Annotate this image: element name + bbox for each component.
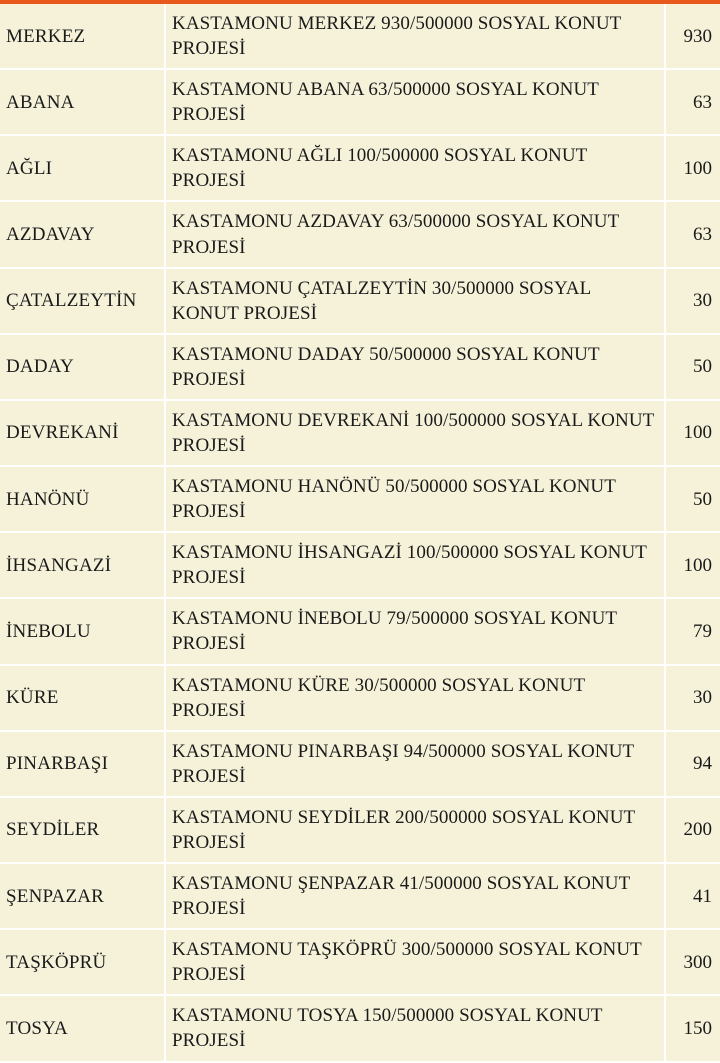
table-row xyxy=(0,797,720,863)
unit-count-cell: 100 xyxy=(665,400,720,466)
housing-project-table xyxy=(0,4,720,1063)
project-name-cell: KASTAMONU MERKEZ 930/500000 SOSYAL KONUT PROJESİ xyxy=(165,4,665,69)
table-row xyxy=(0,598,720,664)
table-row xyxy=(0,995,720,1061)
unit-count-cell: 200 xyxy=(665,797,720,863)
unit-count-cell: 41 xyxy=(665,863,720,929)
table-row xyxy=(0,731,720,797)
project-name-cell: KASTAMONU ABANA 63/500000 SOSYAL KONUT PROJESİ xyxy=(165,69,665,135)
table-row xyxy=(0,4,720,69)
table-row xyxy=(0,135,720,201)
district-cell: DEVREKANİ xyxy=(0,400,165,466)
project-name-cell: KASTAMONU SEYDİLER 200/500000 SOSYAL KONUT PROJESİ xyxy=(165,797,665,863)
table-body xyxy=(0,4,720,1062)
district-cell: MERKEZ xyxy=(0,4,165,69)
project-name-cell: KASTAMONU TOSYA 150/500000 SOSYAL KONUT PROJESİ xyxy=(165,995,665,1061)
project-name-cell: KASTAMONU AZDAVAY 63/500000 SOSYAL KONUT PROJESİ xyxy=(165,201,665,267)
project-name-cell: KASTAMONU DADAY 50/500000 SOSYAL KONUT PROJESİ xyxy=(165,334,665,400)
table-row xyxy=(0,863,720,929)
unit-count-cell: 63 xyxy=(665,69,720,135)
unit-count-cell: 63 xyxy=(665,201,720,267)
table-row xyxy=(0,268,720,334)
district-cell: ŞENPAZAR xyxy=(0,863,165,929)
district-cell: AĞLI xyxy=(0,135,165,201)
project-name-cell: KASTAMONU DEVREKANİ 100/500000 SOSYAL KONUT PROJESİ xyxy=(165,400,665,466)
table-row xyxy=(0,400,720,466)
district-cell: ÇATALZEYTİN xyxy=(0,268,165,334)
unit-count-cell: 50 xyxy=(665,466,720,532)
project-name-cell: KASTAMONU ŞENPAZAR 41/500000 SOSYAL KONUT PROJESİ xyxy=(165,863,665,929)
district-cell: ABANA xyxy=(0,69,165,135)
unit-count-cell: 930 xyxy=(665,4,720,69)
unit-count-cell: 50 xyxy=(665,334,720,400)
table-row xyxy=(0,201,720,267)
district-cell: DADAY xyxy=(0,334,165,400)
unit-count-cell: 100 xyxy=(665,135,720,201)
unit-count-cell: 94 xyxy=(665,731,720,797)
project-name-cell: KASTAMONU TAŞKÖPRÜ 300/500000 SOSYAL KONUT PROJESİ xyxy=(165,929,665,995)
table-row xyxy=(0,334,720,400)
project-name-cell: KASTAMONU İNEBOLU 79/500000 SOSYAL KONUT PROJESİ xyxy=(165,598,665,664)
district-cell: İNEBOLU xyxy=(0,598,165,664)
unit-count-cell: 150 xyxy=(665,995,720,1061)
project-name-cell: KASTAMONU HANÖNÜ 50/500000 SOSYAL KONUT PROJESİ xyxy=(165,466,665,532)
district-cell: HANÖNÜ xyxy=(0,466,165,532)
district-cell: AZDAVAY xyxy=(0,201,165,267)
unit-count-cell: 79 xyxy=(665,598,720,664)
project-name-cell: KASTAMONU AĞLI 100/500000 SOSYAL KONUT PROJESİ xyxy=(165,135,665,201)
project-name-cell: KASTAMONU KÜRE 30/500000 SOSYAL KONUT PROJESİ xyxy=(165,665,665,731)
table-row xyxy=(0,466,720,532)
table-row xyxy=(0,929,720,995)
district-cell: TAŞKÖPRÜ xyxy=(0,929,165,995)
project-name-cell: KASTAMONU İHSANGAZİ 100/500000 SOSYAL KONUT PROJESİ xyxy=(165,532,665,598)
district-cell: İHSANGAZİ xyxy=(0,532,165,598)
unit-count-cell: 30 xyxy=(665,665,720,731)
district-cell: TOSYA xyxy=(0,995,165,1061)
unit-count-cell: 30 xyxy=(665,268,720,334)
district-cell: SEYDİLER xyxy=(0,797,165,863)
project-name-cell: KASTAMONU PINARBAŞI 94/500000 SOSYAL KONUT PROJESİ xyxy=(165,731,665,797)
unit-count-cell: 100 xyxy=(665,532,720,598)
district-cell: PINARBAŞI xyxy=(0,731,165,797)
unit-count-cell: 300 xyxy=(665,929,720,995)
table-row xyxy=(0,665,720,731)
table-row xyxy=(0,532,720,598)
district-cell: KÜRE xyxy=(0,665,165,731)
table-row xyxy=(0,69,720,135)
project-name-cell: KASTAMONU ÇATALZEYTİN 30/500000 SOSYAL KONUT PROJESİ xyxy=(165,268,665,334)
